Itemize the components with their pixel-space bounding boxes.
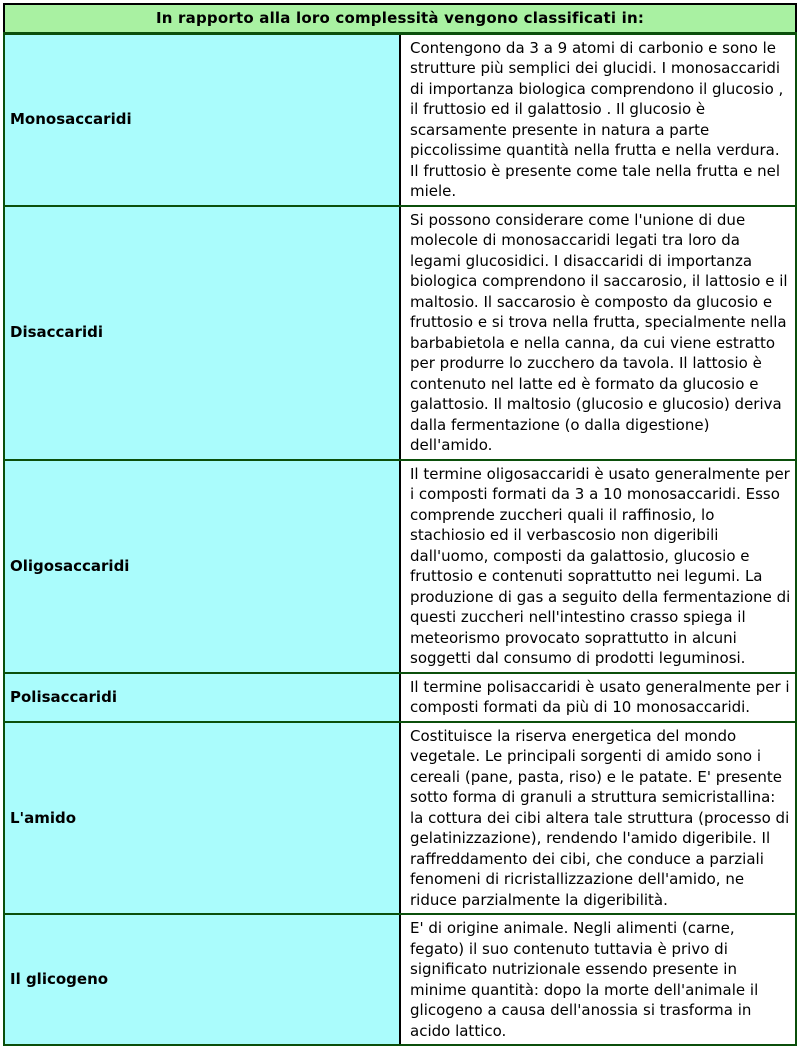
term-label-polisaccaridi: Polisaccaridi — [4, 673, 400, 722]
description-glicogeno: E' di origine animale. Negli alimenti (carne, fegato) il suo contenuto tuttavia è privo di significato nutrizionale essendo presente in minime quantità: dopo la morte dell'animale il glicogeno a causa dell'anossia si trasforma in acido lattico. — [400, 914, 796, 1045]
description-monosaccaridi: Contengono da 3 a 9 atomi di carbonio e sono le strutture più semplici dei glucidi. I monosaccaridi di importanza biologica comprendono il glucosio , il fruttosio ed il galattosio . Il glucosio è scarsamente presente in natura a parte piccolissime quantità nella frutta e nella verdura. Il fruttosio è presente come tale nella frutta e nel miele. — [400, 33, 796, 206]
table-row-glicogeno — [4, 914, 796, 1045]
table-title: In rapporto alla loro complessità vengono classificati in: — [4, 4, 796, 33]
term-label-disaccaridi: Disaccaridi — [4, 206, 400, 460]
table-row-amido — [4, 722, 796, 915]
description-disaccaridi: Si possono considerare come l'unione di due molecole di monosaccaridi legati tra loro da legami glucosidici. I disaccaridi di importanza biologica comprendono il saccarosio, il lattosio e il maltosio. Il saccarosio è composto da glucosio e fruttosio e si trova nella frutta, specialmente nella barbabietola e nella canna, da cui viene estratto per produrre lo zucchero da tavola. Il lattosio è contenuto nel latte ed è formato da glucosio e galattosio. Il maltosio (glucosio e glucosio) deriva dalla fermentazione (o dalla digestione) dell'amido. — [400, 206, 796, 460]
table-row-polisaccaridi — [4, 673, 796, 722]
description-polisaccaridi: Il termine polisaccaridi è usato generalmente per i composti formati da più di 10 monosaccaridi. — [400, 673, 796, 722]
table-row-disaccaridi — [4, 206, 796, 460]
table-row-monosaccaridi — [4, 33, 796, 206]
term-label-amido: L'amido — [4, 722, 400, 915]
term-label-oligosaccaridi: Oligosaccaridi — [4, 460, 400, 673]
classification-table — [3, 3, 797, 1046]
term-label-glicogeno: Il glicogeno — [4, 914, 400, 1045]
description-oligosaccaridi: Il termine oligosaccaridi è usato generalmente per i composti formati da 3 a 10 monosaccaridi. Esso comprende zuccheri quali il raffinosio, lo stachiosio ed il verbascosio non digeribili dall'uomo, composti da galattosio, glucosio e fruttosio e contenuti soprattutto nei legumi. La produzione di gas a seguito della fermentazione di questi zuccheri nell'intestino crasso spiega il meteorismo provocato soprattutto in alcuni soggetti dal consumo di prodotti leguminosi. — [400, 460, 796, 673]
description-amido: Costituisce la riserva energetica del mondo vegetale. Le principali sorgenti di amido sono i cereali (pane, pasta, riso) e le patate. E' presente sotto forma di granuli a struttura semicristallina: la cottura dei cibi altera tale struttura (processo di gelatinizzazione), rendendo l'amido digeribile. Il raffreddamento dei cibi, che conduce a parziali fenomeni di ricristallizzazione dell'amido, ne riduce parzialmente la digeribilità. — [400, 722, 796, 915]
term-label-monosaccaridi: Monosaccaridi — [4, 33, 400, 206]
table-row-oligosaccaridi — [4, 460, 796, 673]
header-row — [4, 4, 796, 33]
